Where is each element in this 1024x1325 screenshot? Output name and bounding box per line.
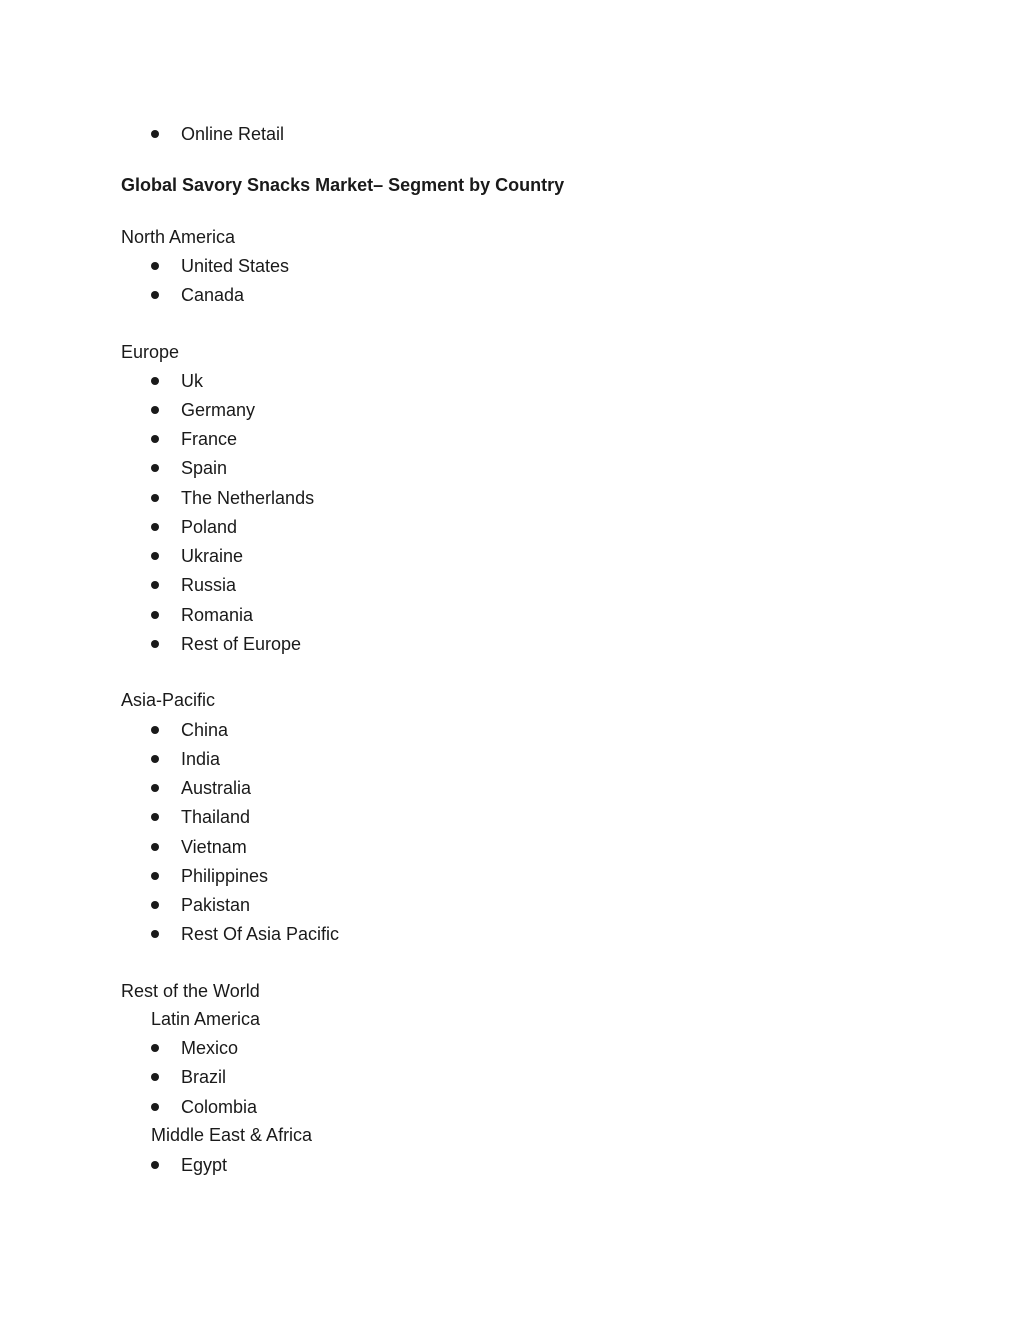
region-title-europe: Europe (121, 342, 180, 362)
bullet-icon (151, 872, 159, 880)
bullet-icon (151, 611, 159, 619)
list-item-label: Colombia (181, 1097, 258, 1117)
list-item-label: Canada (181, 285, 245, 305)
bullet-icon (151, 784, 159, 792)
bullet-icon (151, 726, 159, 734)
list-item-label: Rest Of Asia Pacific (181, 924, 340, 944)
list-item-label: The Netherlands (181, 488, 315, 508)
list-item-label: Germany (181, 400, 256, 420)
bullet-icon (151, 130, 159, 138)
bullet-icon (151, 435, 159, 443)
bullet-icon (151, 291, 159, 299)
region-title-asia-pacific: Asia-Pacific (121, 690, 216, 710)
list-item-label: Russia (181, 575, 237, 595)
list-item-label: Poland (181, 517, 238, 537)
list-item-label: France (181, 429, 238, 449)
list-item-label: Online Retail (181, 124, 285, 144)
bullet-icon (151, 1103, 159, 1111)
bullet-icon (151, 1044, 159, 1052)
region-title-rest-of-world: Rest of the World (121, 981, 260, 1001)
list-item-label: Rest of Europe (181, 634, 302, 654)
bullet-icon (151, 843, 159, 851)
list-item-label: Vietnam (181, 837, 247, 857)
list-item-label: United States (181, 256, 290, 276)
bullet-icon (151, 262, 159, 270)
bullet-icon (151, 1161, 159, 1169)
subregion-title-middle-east-africa: Middle East & Africa (151, 1125, 313, 1145)
list-item-label: Thailand (181, 807, 251, 827)
bullet-icon (151, 581, 159, 589)
section-heading: Global Savory Snacks Market– Segment by Country (121, 175, 565, 195)
bullet-icon (151, 1073, 159, 1081)
bullet-icon (151, 640, 159, 648)
list-item-label: Romania (181, 605, 254, 625)
bullet-icon (151, 755, 159, 763)
bullet-icon (151, 406, 159, 414)
list-item-label: Brazil (181, 1067, 227, 1087)
list-item-label: India (181, 749, 221, 769)
subregion-title-latin-america: Latin America (151, 1009, 261, 1029)
bullet-icon (151, 930, 159, 938)
list-item-label: Australia (181, 778, 252, 798)
list-item-label: Mexico (181, 1038, 239, 1058)
list-item-label: Uk (181, 371, 203, 391)
region-title-north-america: North America (121, 227, 236, 247)
list-item-label: Egypt (181, 1155, 228, 1175)
bullet-icon (151, 523, 159, 531)
bullet-icon (151, 464, 159, 472)
list-item-label: Pakistan (181, 895, 251, 915)
bullet-icon (151, 377, 159, 385)
bullet-icon (151, 494, 159, 502)
bullet-icon (151, 552, 159, 560)
bullet-icon (151, 813, 159, 821)
list-item-label: Spain (181, 458, 228, 478)
list-item-label: Ukraine (181, 546, 244, 566)
list-item-label: China (181, 720, 229, 740)
bullet-icon (151, 901, 159, 909)
list-item-label: Philippines (181, 866, 269, 886)
